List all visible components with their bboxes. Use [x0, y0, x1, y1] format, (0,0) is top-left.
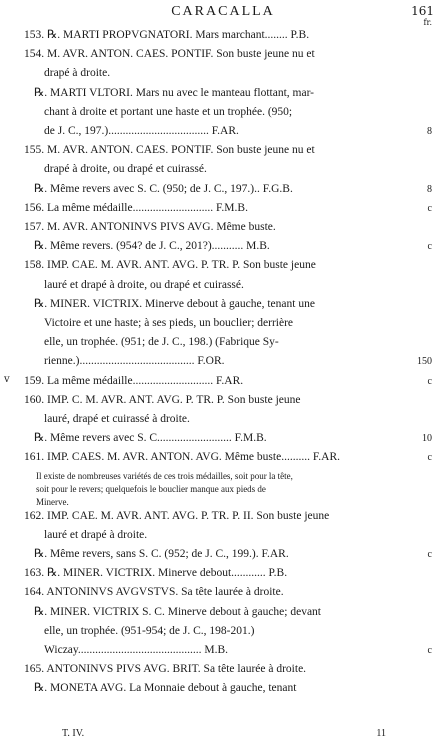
- text-line: [0, 162, 446, 179]
- text-line: [0, 66, 446, 83]
- text-line: [0, 86, 446, 103]
- rarity-mark: 8: [427, 126, 432, 137]
- text-line: [0, 278, 446, 295]
- line-text: lauré et drapé à droite, ou drapé et cuirassé.: [44, 278, 244, 291]
- text-line: [0, 662, 446, 679]
- text-line: [0, 28, 446, 45]
- text-line: [0, 547, 446, 564]
- line-text: Minerve.: [36, 496, 69, 507]
- line-text: ℞. MONETA AVG. La Monnaie debout à gauche, tenant: [34, 682, 297, 695]
- line-text: drapé à droite.: [44, 67, 111, 80]
- text-line: [0, 297, 446, 314]
- text-line: [0, 182, 446, 199]
- line-text: ℞. MINER. VICTRIX. Minerve debout à gauche, tenant une: [34, 297, 315, 310]
- rarity-mark: 8: [427, 183, 432, 195]
- line-text: Wiczay........................................... M.B.: [44, 644, 229, 656]
- text-line: [0, 605, 446, 622]
- rarity-mark: c: [427, 452, 432, 464]
- line-text: chant à droite et portant une haste et un trophée. (950;: [44, 105, 293, 118]
- rarity-mark: 150: [417, 356, 432, 368]
- text-line: [0, 316, 446, 333]
- line-text: elle, un trophée. (951-954; de J. C., 198-201.): [44, 624, 255, 637]
- line-text: 155. M. AVR. ANTON. CAES. PONTIF. Son buste jeune nu et: [24, 144, 315, 157]
- rarity-mark: 10: [422, 433, 432, 445]
- volume-label: T. IV.: [62, 728, 85, 739]
- signature-number: 11: [376, 728, 386, 739]
- text-line: [0, 239, 446, 256]
- line-text: rienne.)........................................ F.OR.: [44, 355, 225, 368]
- line-text: ℞. MARTI VLTORI. Mars nu avec le manteau flottant, mar-: [34, 86, 315, 99]
- line-text: 165. ANTONINVS PIVS AVG. BRIT. Sa tête laurée à droite.: [24, 663, 307, 676]
- rarity-mark: c: [427, 241, 432, 253]
- line-text: 154. M. AVR. ANTON. CAES. PONTIF. Son buste jeune nu et: [24, 48, 315, 61]
- line-text: drapé à droite, ou drapé et cuirassé.: [44, 163, 207, 176]
- text-line: [0, 393, 446, 410]
- currency-label: fr.: [423, 18, 432, 27]
- line-text: ℞. Même revers avec S. C.......................... F.M.B.: [34, 432, 267, 445]
- line-text: elle, un trophée. (951; de J. C., 198.) (Fabrique Sy-: [44, 336, 279, 349]
- text-line: [0, 566, 446, 583]
- text-line: [0, 528, 446, 545]
- text-line: [0, 509, 446, 526]
- text-line: [0, 105, 446, 122]
- text-line: [0, 47, 446, 64]
- text-line: [0, 624, 446, 641]
- text-line: [0, 354, 446, 371]
- text-line: [0, 681, 446, 698]
- page-title: CARACALLA: [171, 4, 275, 19]
- line-text: ℞. Même revers. (954? de J. C., 201?)........... M.B.: [34, 240, 270, 253]
- line-text: ℞. Même revers avec S. C. (950; de J. C., 197.).. F.G.B.: [34, 182, 293, 195]
- page-footer: [0, 728, 446, 742]
- text-line: [0, 143, 446, 160]
- line-text: 162. IMP. CAE. M. AVR. ANT. AVG. P. TR. P. II. Son buste jeune: [24, 509, 330, 522]
- line-text: lauré, drapé et cuirassé à droite.: [44, 413, 190, 425]
- text-line: [0, 220, 446, 237]
- line-text: Il existe de nombreuses variétés de ces trois médailles, soit pour la tête,: [36, 470, 293, 481]
- text-line: [0, 585, 446, 602]
- line-text: 159. La même médaille............................ F.AR.: [24, 374, 244, 387]
- line-text: de J. C., 197.)................................... F.AR.: [44, 125, 239, 137]
- line-text: ℞. MINER. VICTRIX S. C. Minerve debout à gauche; devant: [34, 605, 322, 618]
- text-line: [0, 124, 446, 141]
- line-text: 158. IMP. CAE. M. AVR. ANT. AVG. P. TR. P. Son buste jeune: [24, 259, 316, 272]
- page-header: [0, 4, 446, 26]
- text-line: [0, 374, 446, 391]
- text-line: [0, 431, 446, 448]
- line-text: 156. La même médaille............................ F.M.B.: [24, 201, 248, 214]
- margin-mark: v: [4, 373, 10, 385]
- line-text: 163. ℞. MINER. VICTRIX. Minerve debout............ P.B.: [24, 567, 288, 580]
- text-line: [0, 258, 446, 275]
- page-number: 161: [411, 4, 434, 18]
- text-line: [0, 412, 446, 429]
- rarity-mark: c: [427, 549, 432, 560]
- line-text: 160. IMP. C. M. AVR. ANT. AVG. P. TR. P. Son buste jeune: [24, 393, 301, 406]
- rarity-mark: c: [427, 202, 432, 214]
- text-line: [0, 335, 446, 352]
- line-text: 157. M. AVR. ANTONINVS PIVS AVG. Même buste.: [24, 221, 276, 233]
- line-text: soit pour le revers; quelquefois le bouclier manque aux pieds de: [36, 483, 266, 494]
- line-text: 164. ANTONINVS AVGVSTVS. Sa tête laurée à droite.: [24, 586, 284, 599]
- rarity-mark: c: [427, 375, 432, 387]
- rarity-mark: c: [427, 645, 432, 656]
- line-text: 161. IMP. CAES. M. AVR. ANTON. AVG. Même buste.......... F.AR.: [24, 451, 341, 464]
- line-text: lauré et drapé à droite.: [44, 528, 148, 541]
- line-text: Victoire et une haste; à ses pieds, un bouclier; derrière: [44, 317, 294, 329]
- text-line: [0, 450, 446, 467]
- text-line: [0, 201, 446, 218]
- text-line: [0, 643, 446, 660]
- line-text: 153. ℞. MARTI PROPVGNATORI. Mars marchant........ P.B.: [24, 29, 310, 41]
- line-text: ℞. Même revers, sans S. C. (952; de J. C., 199.). F.AR.: [34, 548, 289, 560]
